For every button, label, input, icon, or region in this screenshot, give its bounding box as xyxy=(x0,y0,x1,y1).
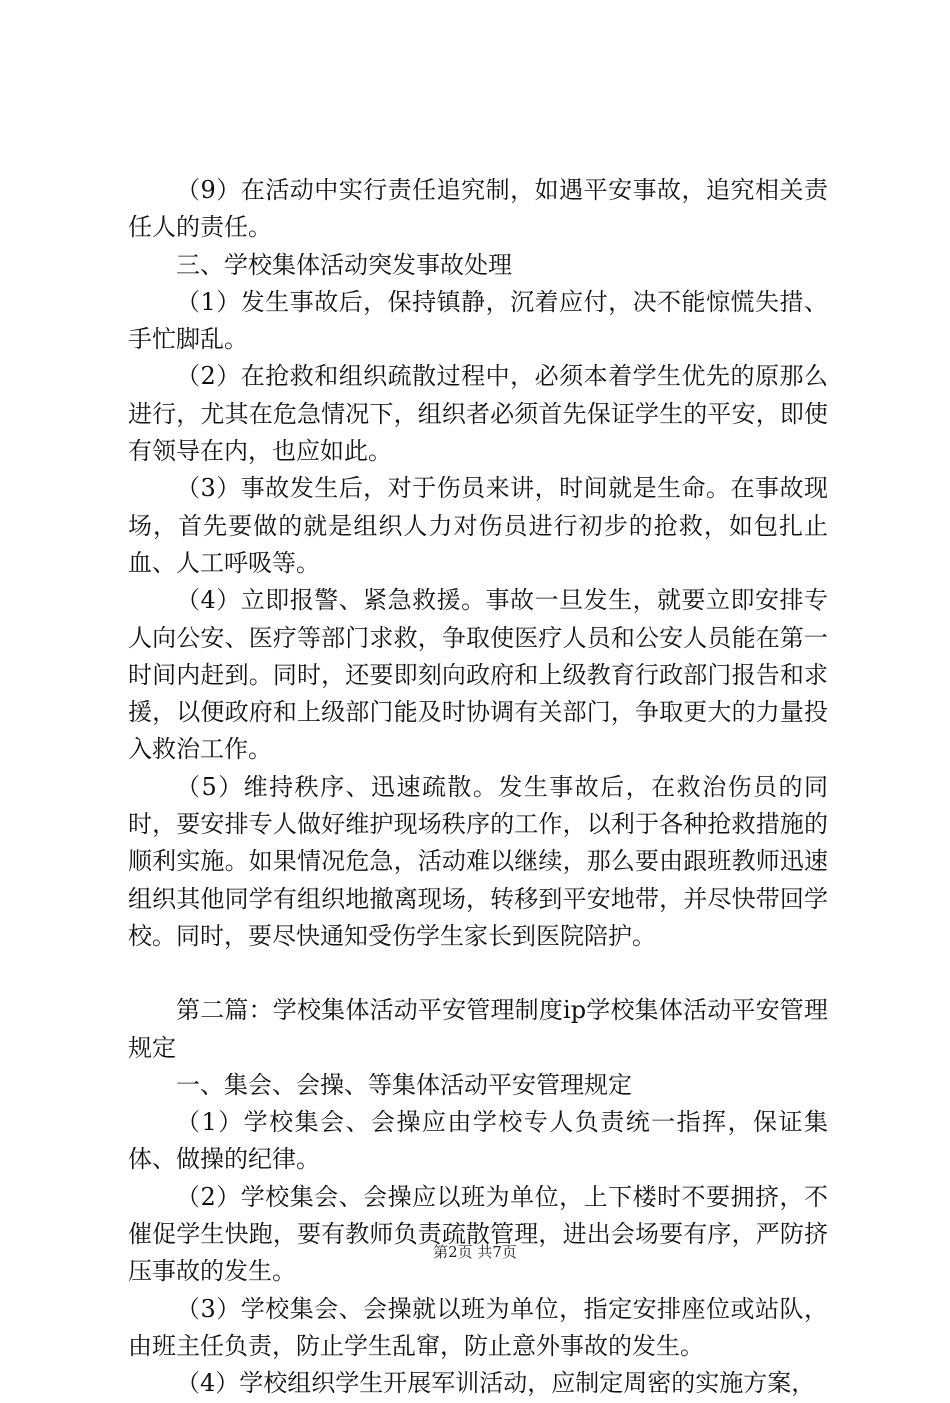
section-heading-assembly-rules: 一、集会、会操、等集体活动平安管理规定 xyxy=(176,1070,632,1099)
page-number-footer: 第2页 共7页 xyxy=(433,1243,517,1261)
paragraph-2-students-first: （2）在抢救和组织疏散过程中，必须本着学生优先的原那么进行，尤其在危急情况下，组织者必须首先保证学生的平安，即使有领导在内，也应如此。 xyxy=(128,362,828,466)
paragraph-9-accountability: （9）在活动中实行责任追究制，如遇平安事故，追究相关责任人的责任。 xyxy=(128,176,828,242)
paragraph-1-stay-calm: （1）发生事故后，保持镇静，沉着应付，决不能惊慌失措、手忙脚乱。 xyxy=(128,287,828,354)
rule-2-orderly-movement: （2）学校集会、会操应以班为单位，上下楼时不要拥挤，不催促学生快跑，要有教师负责疏散管理，进出会场要有序，严防挤压事故的发生。 xyxy=(128,1182,828,1286)
rule-4-military-training: （4）学校组织学生开展军训活动，应制定周密的实施方案， xyxy=(176,1369,816,1398)
paragraph-5-maintain-order: （5）维持秩序、迅速疏散。发生事故后，在救治伤员的同时，要安排专人做好维护现场秩序的工作，以利于各种抢救措施的顺利实施。如果情况危急，活动难以继续，那么要由跟班教师迅速组织其他同学有组织地撤离现场，转移到平安地带，并尽快带回学校。同时，要尽快通知受伤学生家长到医院陪护。 xyxy=(128,772,828,950)
document-body xyxy=(128,172,828,1403)
chapter-title-part-two: 第二篇：学校集体活动平安管理制度ip学校集体活动平安管理规定 xyxy=(128,996,828,1062)
section-heading-emergency-handling: 三、学校集体活动突发事故处理 xyxy=(176,250,512,279)
rule-3-class-units: （3）学校集会、会操就以班为单位，指定安排座位或站队，由班主任负责，防止学生乱窜，防止意外事故的发生。 xyxy=(128,1294,828,1360)
rule-1-unified-command: （1）学校集会、会操应由学校专人负责统一指挥，保证集体、做操的纪律。 xyxy=(128,1108,828,1174)
paragraph-4-call-for-help: （4）立即报警、紧急救援。事故一旦发生，就要立即安排专人向公安、医疗等部门求救，争取使医疗人员和公安人员能在第一时间内赶到。同时，还要即刻向政府和上级教育行政部门报告和求援，以便政府和上级部门能及时协调有关部门，争取更大的力量投入救治工作。 xyxy=(128,586,828,764)
paragraph-3-first-aid: （3）事故发生后，对于伤员来讲，时间就是生命。在事故现场，首先要做的就是组织人力对伤员进行初步的抢救，如包扎止血、人工呼吸等。 xyxy=(128,474,828,577)
